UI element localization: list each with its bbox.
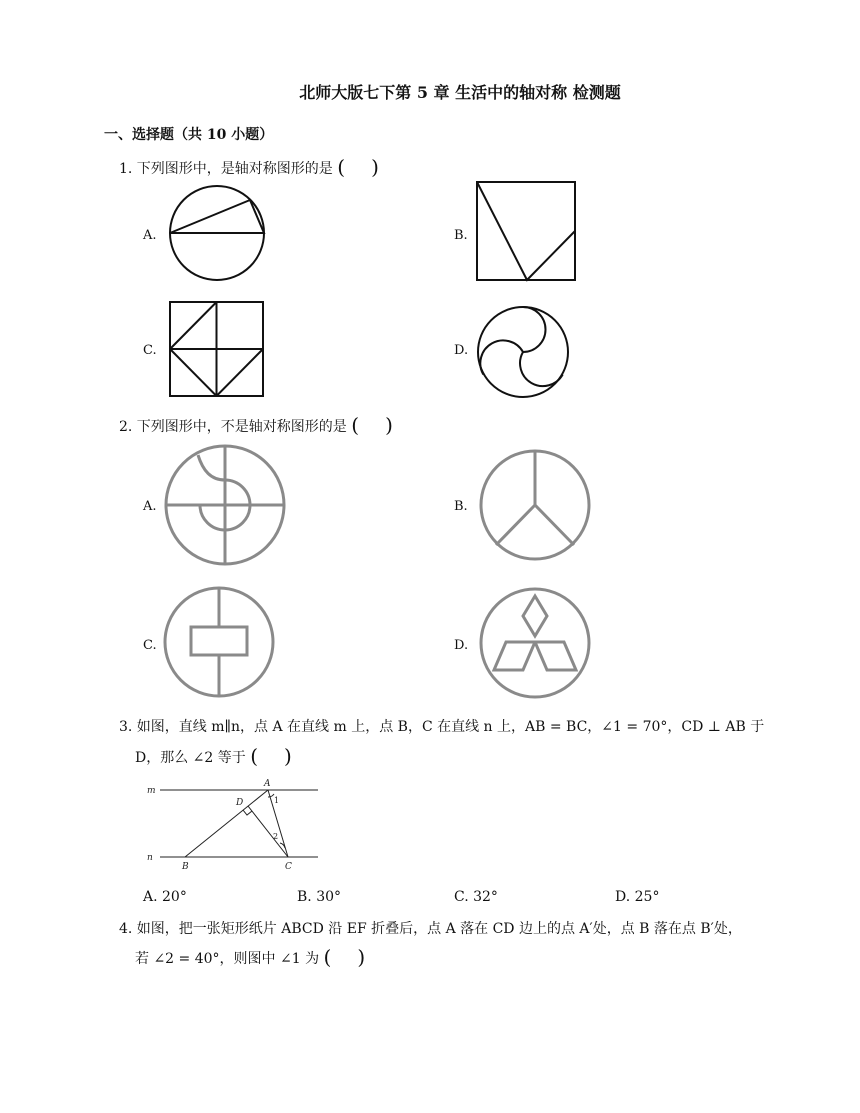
page-title: 北师大版七下第 5 章 生活中的轴对称 检测题 xyxy=(299,83,621,102)
answer-paren-open: ( xyxy=(250,744,259,768)
q1-figure-c[interactable] xyxy=(169,301,264,397)
question-2-stem xyxy=(119,412,393,436)
label-a: A xyxy=(264,779,271,789)
q2-option-d-label: D. xyxy=(454,638,469,653)
question-1-stem xyxy=(119,154,379,178)
q1-option-b-label: B. xyxy=(454,228,468,243)
label-angle-2: 2 xyxy=(273,832,279,841)
q3-option-a[interactable]: A. 20° xyxy=(143,889,187,905)
q3-option-c[interactable]: C. 32° xyxy=(454,889,498,905)
label-m: m xyxy=(147,786,156,796)
answer-paren-open: ( xyxy=(323,945,332,969)
q2-figure-b[interactable] xyxy=(479,443,591,567)
q3-option-d[interactable]: D. 25° xyxy=(615,889,660,905)
q1-figure-d[interactable] xyxy=(476,305,570,399)
q2-option-a-label: A. xyxy=(143,499,157,514)
answer-paren-close: ) xyxy=(371,155,379,179)
q1-figure-a[interactable] xyxy=(168,184,266,282)
label-c: C xyxy=(285,862,292,872)
q2-option-b-label: B. xyxy=(454,499,468,514)
label-d: D xyxy=(236,798,244,808)
question-4-text: 若 ∠2 = 40°，则图中 ∠1 为 xyxy=(135,951,320,967)
answer-paren-open: ( xyxy=(351,413,360,437)
q1-option-a-label: A. xyxy=(143,228,157,243)
question-3-text: D，那么 ∠2 等于 xyxy=(135,750,246,766)
q2-option-c-label: C. xyxy=(143,638,157,653)
q2-figure-d[interactable] xyxy=(478,582,592,704)
label-angle-1: 1 xyxy=(274,796,280,805)
q1-option-d-label: D. xyxy=(454,343,469,358)
question-3-line-2 xyxy=(135,743,292,767)
answer-paren-close: ) xyxy=(385,413,393,437)
question-4-line-2 xyxy=(135,944,365,968)
q2-figure-a[interactable] xyxy=(163,443,287,567)
q3-option-b[interactable]: B. 30° xyxy=(297,889,342,905)
answer-paren-close: ) xyxy=(284,744,292,768)
question-2-text: 2. 下列图形中，不是轴对称图形的是 xyxy=(119,419,347,435)
answer-paren-close: ) xyxy=(357,945,366,969)
q1-figure-b[interactable] xyxy=(476,181,576,281)
q2-figure-c[interactable] xyxy=(162,581,276,703)
question-4-line-1: 4. 如图，把一张矩形纸片 ABCD 沿 EF 折叠后，点 A 落在 CD 边上的点 A′处，点 B 落在点 B′处， xyxy=(119,921,742,937)
label-b: B xyxy=(182,862,189,872)
section-heading: 一、选择题（共 10 小题） xyxy=(104,127,274,143)
question-1-text: 1. 下列图形中，是轴对称图形的是 xyxy=(119,161,333,177)
q1-option-c-label: C. xyxy=(143,343,157,358)
q3-figure xyxy=(140,777,340,877)
question-3-line-1: 3. 如图，直线 m∥n，点 A 在直线 m 上，点 B，C 在直线 n 上，AB = BC，∠1 = 70°，CD ⊥ AB 于 xyxy=(119,719,765,735)
label-n: n xyxy=(147,853,153,863)
answer-paren-open: ( xyxy=(337,155,346,179)
